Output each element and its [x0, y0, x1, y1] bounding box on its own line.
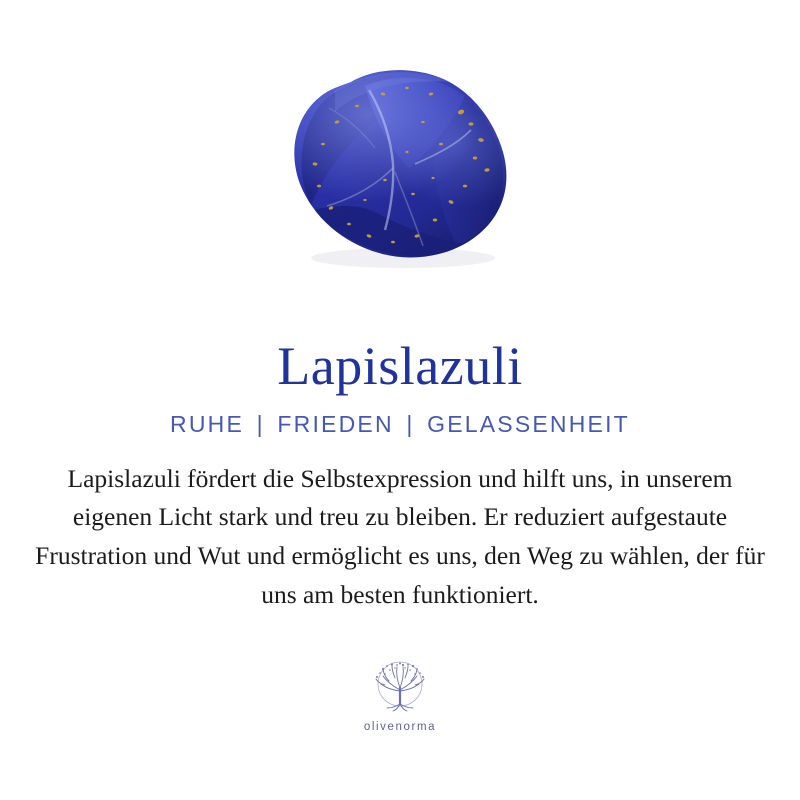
keyword-list: [170, 411, 630, 438]
keyword-1: RUHE: [170, 410, 245, 437]
description-text: Lapislazuli fördert die Selbstexpression und hilft uns, in unserem eigenen Licht stark und treu zu bleiben. Er reduziert aufgestaute Frustration und Wut und ermöglicht es uns, den Weg zu wählen, der für uns am besten funktioniert.: [35, 463, 765, 609]
hero-image-area: [0, 0, 800, 320]
brand-name: olivenorma: [363, 721, 437, 734]
keyword-3: GELASSENHEIT: [427, 410, 630, 437]
lapis-lazuli-stone-image: [265, 60, 535, 270]
page-title: Lapislazuli: [277, 336, 523, 396]
keyword-separator-2: |: [406, 410, 415, 437]
brand-logo: [364, 658, 436, 733]
lapis-lazuli-illustration: [265, 60, 535, 270]
keyword-separator-1: |: [256, 410, 265, 437]
keyword-2: FRIEDEN: [277, 410, 394, 437]
tree-of-life-icon: [365, 658, 435, 720]
